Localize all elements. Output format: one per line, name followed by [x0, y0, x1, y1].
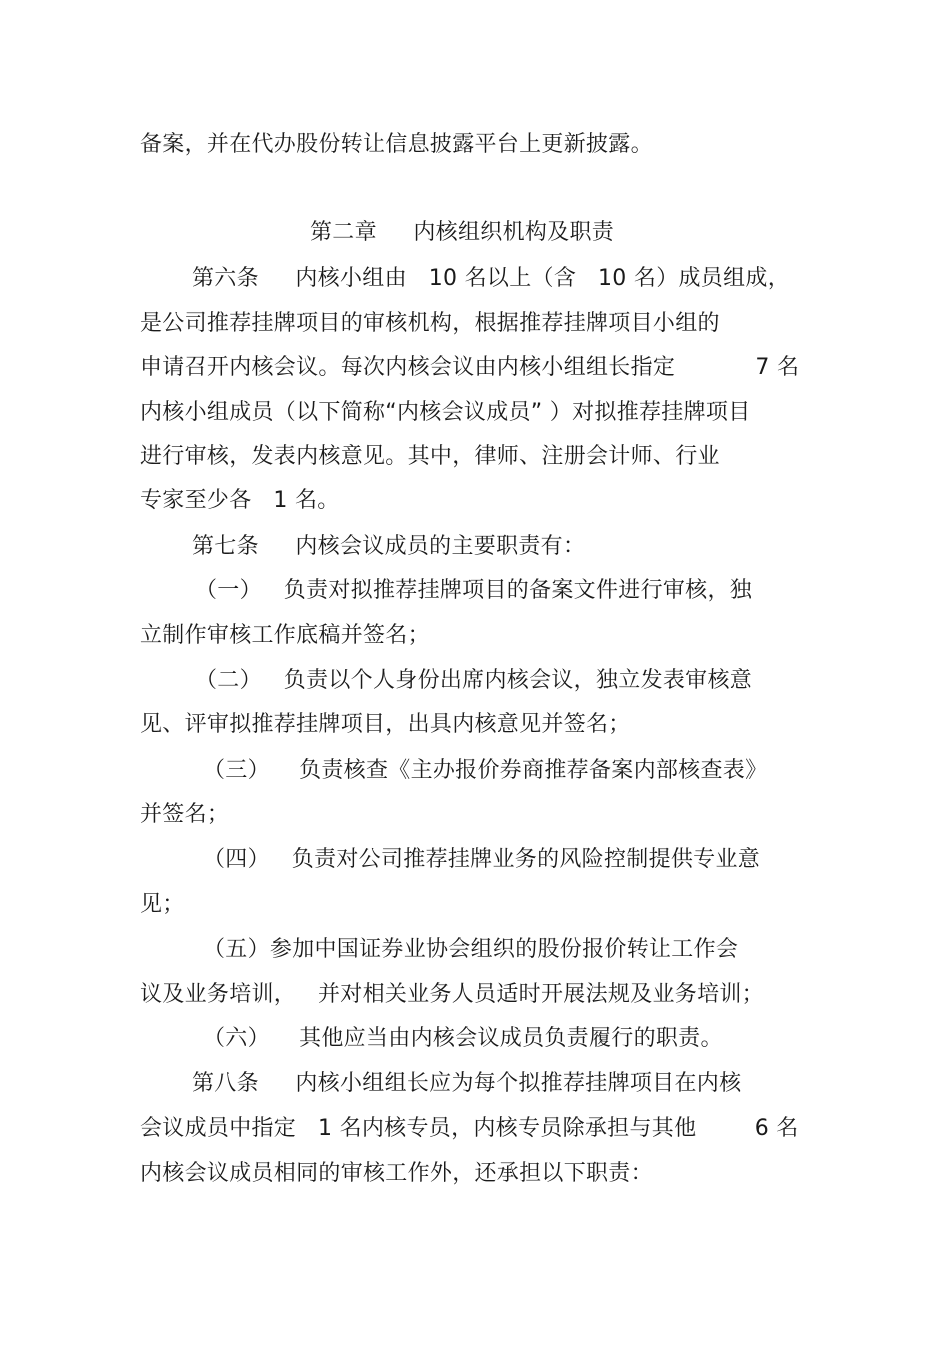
item-5-line-2: 议及业务培训， 并对相关业务人员适时开展法规及业务培训； [140, 982, 764, 1007]
item-4-line-2: 见； [140, 892, 185, 917]
item-2-line-2: 见、评审拟推荐挂牌项目，出具内核意见并签名； [140, 712, 631, 737]
article-8-line-2: 会议成员中指定 1 名内核专员，内核专员除承担与其他 6 名 [140, 1116, 799, 1141]
item-4-line-1: （四） 负责对公司推荐挂牌业务的风险控制提供专业意 [203, 847, 761, 872]
item-6-line-1: （六） 其他应当由内核会议成员负责履行的职责。 [203, 1026, 723, 1051]
item-1-line-1: （一） 负责对拟推荐挂牌项目的备案文件进行审核，独 [195, 578, 753, 603]
text-line-01: 备案，并在代办股份转让信息披露平台上更新披露。 [140, 132, 653, 157]
article-7-line-1: 第七条 内核会议成员的主要职责有： [192, 534, 586, 559]
article-8-line-3: 内核会议成员相同的审核工作外，还承担以下职责： [140, 1161, 653, 1186]
item-3-line-1: （三） 负责核查《主办报价券商推荐备案内部核查表》 [203, 758, 768, 783]
article-6-line-6: 专家至少各 1 名。 [140, 488, 340, 513]
article-6-line-4: 内核小组成员（以下简称“内核会议成员” ）对拟推荐挂牌项目 [140, 400, 751, 425]
item-5-line-1: （五）参加中国证券业协会组织的股份报价转让工作会 [203, 937, 739, 962]
article-8-line-1: 第八条 内核小组组长应为每个拟推荐挂牌项目在内核 [192, 1071, 742, 1096]
item-2-line-1: （二） 负责以个人身份出席内核会议，独立发表审核意 [195, 668, 753, 693]
chapter-heading: 第二章 内核组织机构及职责 [310, 220, 615, 245]
article-6-line-5: 进行审核，发表内核意见。其中，律师、注册会计师、行业 [140, 444, 720, 469]
article-6-line-1: 第六条 内核小组由 10 名以上（含 10 名）成员组成， [192, 266, 791, 291]
article-6-line-2: 是公司推荐挂牌项目的审核机构，根据推荐挂牌项目小组的 [140, 311, 720, 336]
item-3-line-2: 并签名； [140, 802, 230, 827]
article-6-line-3: 申请召开内核会议。每次内核会议由内核小组组长指定 7 名 [140, 355, 800, 380]
item-1-line-2: 立制作审核工作底稿并签名； [140, 623, 430, 648]
